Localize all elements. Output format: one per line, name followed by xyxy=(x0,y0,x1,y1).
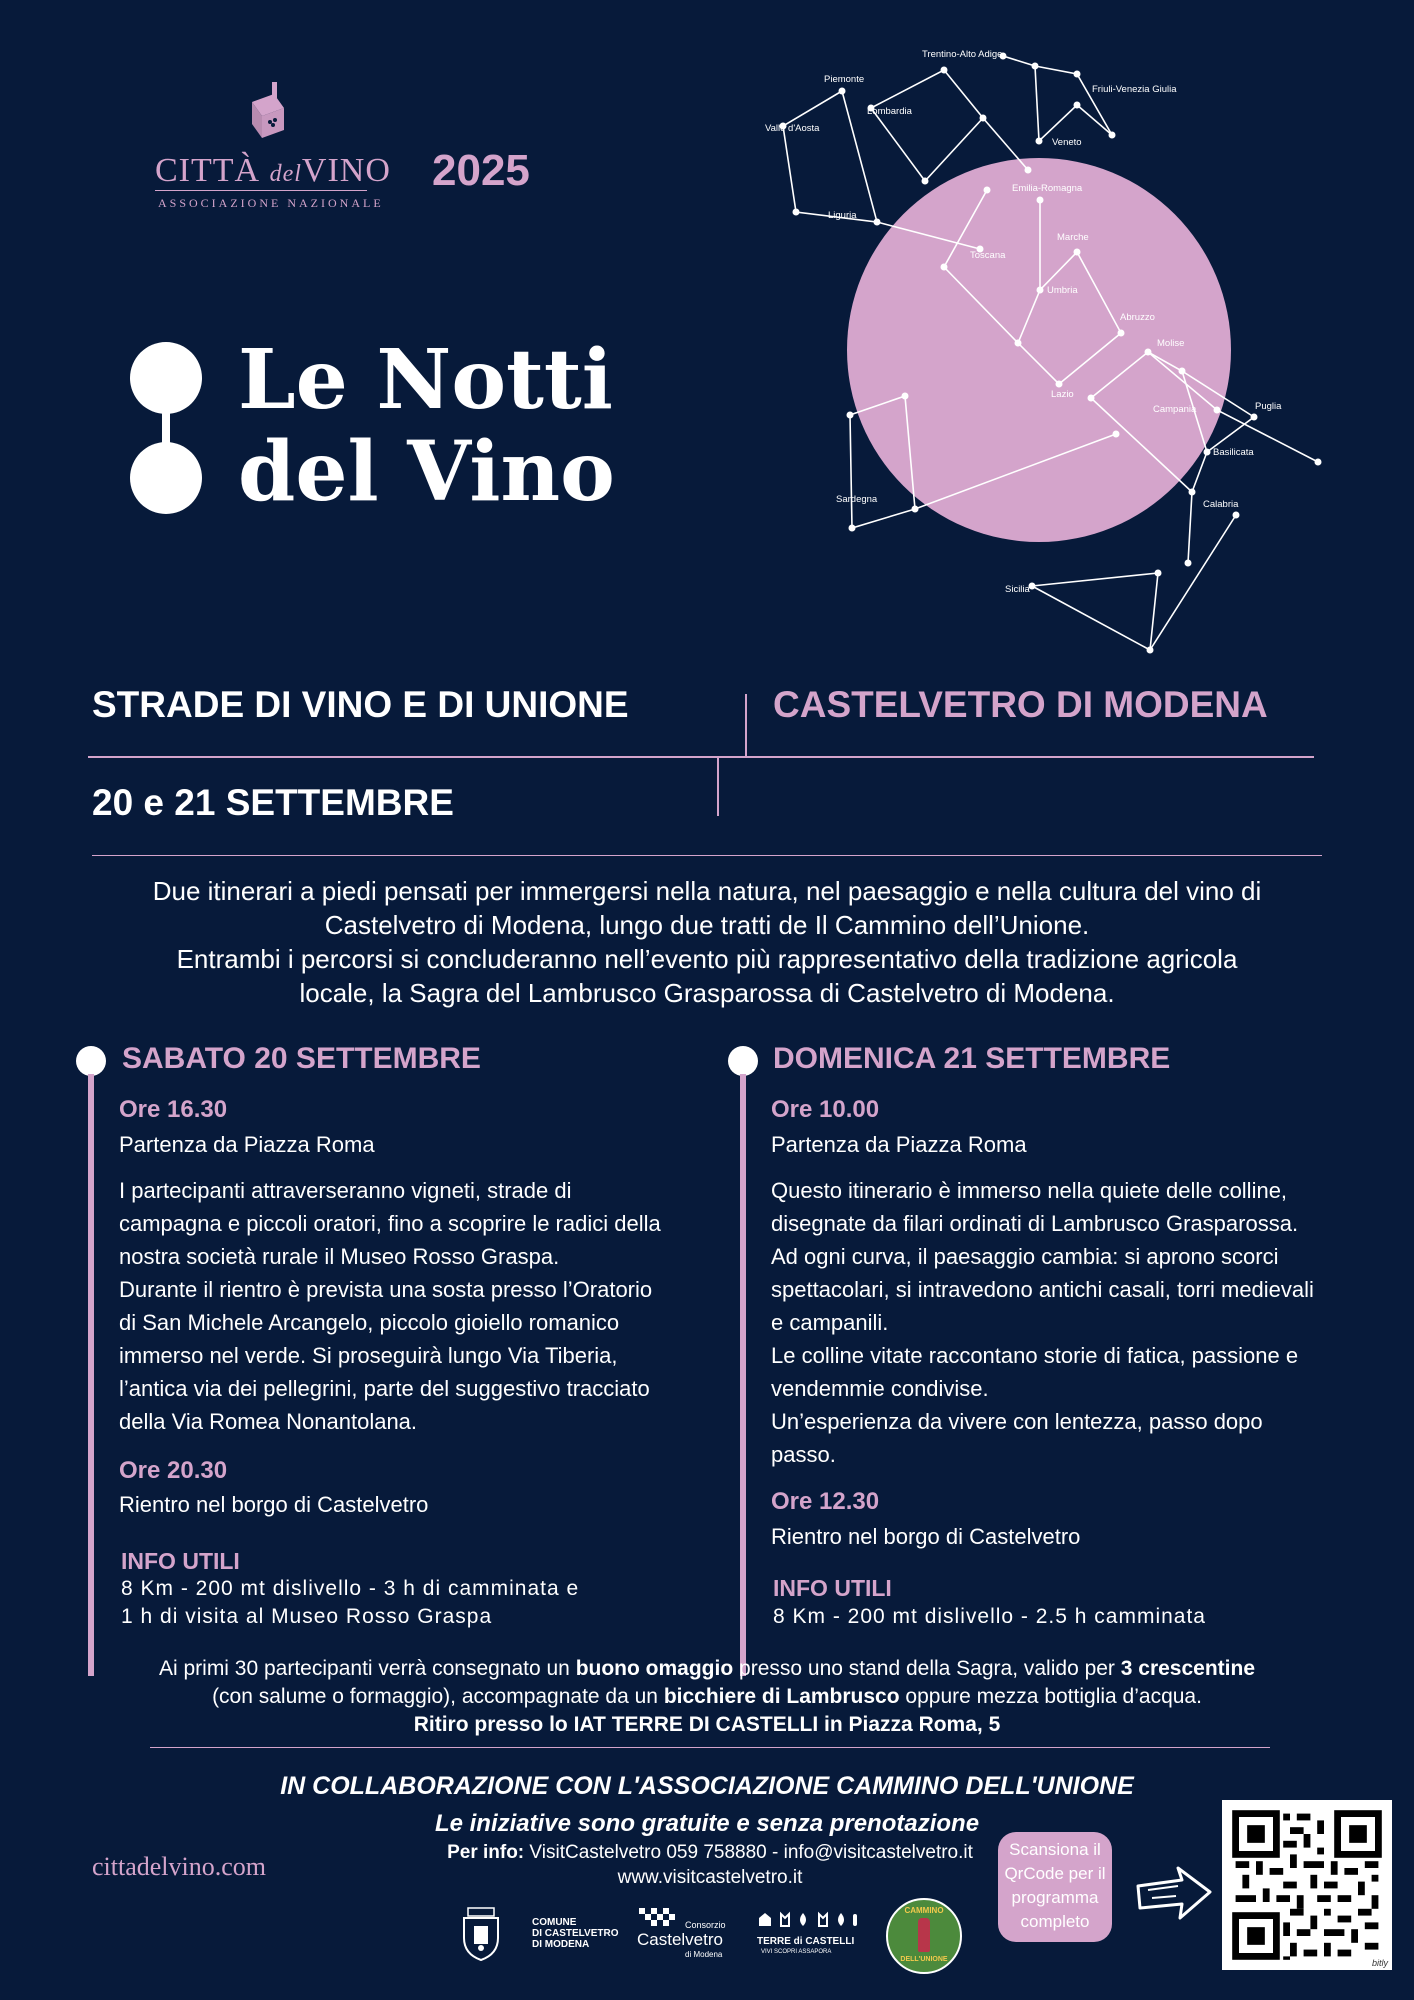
saturday-line: campagna e piccoli oratori, fino a scoprire le radici della xyxy=(119,1211,661,1236)
sunday-info-text: 8 Km - 200 mt dislivello - 2.5 h camminata xyxy=(773,1605,1206,1628)
title-dots-icon xyxy=(130,342,204,514)
map-label-abruzzo: Abruzzo xyxy=(1120,312,1155,323)
terre-name: TERRE di CASTELLI xyxy=(757,1936,855,1947)
map-label-marche: Marche xyxy=(1057,232,1089,243)
website-link[interactable]: www.visitcastelvetro.it xyxy=(617,1867,803,1888)
terre-di-castelli-logo xyxy=(755,1910,865,1960)
logo-title: CITTÀ delVINO xyxy=(155,152,391,189)
intro-line-3: Entrambi i percorsi si concluderanno nell’evento più rappresentativo della tradizione agricola xyxy=(176,944,1238,974)
saturday-description xyxy=(119,1174,719,1438)
year: 2025 xyxy=(432,146,530,195)
map-label-calabria: Calabria xyxy=(1203,499,1239,510)
saturday-line: della Via Romea Nonantolana. xyxy=(119,1409,418,1434)
sunday-line: Un’esperienza da vivere con lentezza, passo dopo xyxy=(771,1409,1263,1434)
citta-del-vino-logo xyxy=(150,80,391,215)
intro-text xyxy=(60,874,1354,1010)
consorzio-name: Castelvetro xyxy=(637,1930,723,1949)
offer-line-1: Ai primi 30 partecipanti verrà consegnato un buono omaggio presso uno stand della Sagra, valido per 3 crescentine xyxy=(158,1657,1256,1680)
sunday-line: e campanili. xyxy=(771,1310,889,1335)
bitly-label: bitly xyxy=(1371,1958,1388,1968)
sunday-end-time: Ore 12.30 xyxy=(771,1488,880,1515)
intro-line-2: Castelvetro di Modena, lungo due tratti de Il Cammino dell’Unione. xyxy=(324,910,1090,940)
event-dates: 20 e 21 SETTEMBRE xyxy=(92,782,454,823)
terre-icons xyxy=(757,1910,861,1928)
sunday-line: disegnate da filari ordinati di Lambrusco Grasparossa. xyxy=(771,1211,1299,1236)
consorzio-top-text: Consorzio xyxy=(685,1920,726,1930)
map-label-campania: Campania xyxy=(1153,404,1197,415)
map-label-umbria: Umbria xyxy=(1047,285,1078,296)
map-label-valle-aosta: Valle d'Aosta xyxy=(765,123,820,134)
title-line-1: Le Notti xyxy=(238,332,613,428)
sunday-line: Questo itinerario è immerso nella quiete delle colline, xyxy=(771,1178,1288,1203)
offer-line-3: Ritiro presso lo IAT TERRE DI CASTELLI in Piazza Roma, 5 xyxy=(413,1713,1001,1736)
consorzio-sub-text: di Modena xyxy=(685,1950,723,1959)
saturday-info-line: 1 h di visita al Museo Rosso Graspa xyxy=(121,1605,493,1628)
saturday-timeline xyxy=(76,1046,108,1630)
map-label-basilicata: Basilicata xyxy=(1213,447,1254,458)
wine-bottle-icon xyxy=(918,1918,930,1952)
map-label-trentino: Trentino-Alto Adige xyxy=(922,49,1003,60)
map-label-sicilia: Sicilia xyxy=(1005,584,1030,595)
sunday-line: spettacolari, si intravedono antichi casali, torri medievali xyxy=(771,1277,1314,1302)
saturday-start-place: Partenza da Piazza Roma xyxy=(119,1132,375,1157)
contact-info xyxy=(340,1840,1080,1890)
cammino-top-text: CAMMINO xyxy=(904,1906,944,1915)
offer-text xyxy=(40,1655,1374,1739)
map-label-toscana: Toscana xyxy=(970,250,1006,261)
map-label-lombardia: Lombardia xyxy=(867,106,912,117)
qr-instruction-badge xyxy=(998,1832,1112,1942)
qr-badge-line: completo xyxy=(1020,1912,1090,1931)
title-line-2: del Vino xyxy=(238,424,615,520)
italy-constellation-map xyxy=(740,40,1340,670)
comune-crest-icon xyxy=(456,1904,506,1962)
saturday-title: SABATO 20 SETTEMBRE xyxy=(122,1042,481,1075)
saturday-line: nostra società rurale il Museo Rosso Graspa. xyxy=(119,1244,560,1269)
sunday-title: DOMENICA 21 SETTEMBRE xyxy=(773,1042,1171,1075)
free-events-text: Le iniziative sono gratuite e senza prenotazione xyxy=(434,1810,980,1837)
wine-box-icon xyxy=(240,80,290,144)
contact-line: Per info: VisitCastelvetro 059 758880 - info@visitcastelvetro.it xyxy=(447,1842,973,1863)
saturday-line: I partecipanti attraverseranno vigneti, strade di xyxy=(119,1178,572,1203)
sunday-start-place: Partenza da Piazza Roma xyxy=(771,1132,1027,1157)
intro-line-4: locale, la Sagra del Lambrusco Grasparossa di Castelvetro di Modena. xyxy=(299,978,1115,1008)
map-label-liguria: Liguria xyxy=(828,210,857,221)
sunday-timeline xyxy=(728,1046,760,1630)
map-label-piemonte: Piemonte xyxy=(824,74,865,85)
map-label-molise: Molise xyxy=(1157,338,1185,349)
terre-sub: VIVI SCOPRI ASSAPORA xyxy=(761,1949,832,1955)
collaboration-text: IN COLLABORAZIONE CON L'ASSOCIAZIONE CAMMINO DELL'UNIONE xyxy=(280,1772,1134,1800)
event-name: STRADE DI VINO E DI UNIONE xyxy=(92,684,629,725)
sunday-line: Ad ogni curva, il paesaggio cambia: si aprono scorci xyxy=(771,1244,1279,1269)
sunday-line: passo. xyxy=(771,1442,836,1467)
qr-badge-line: Scansiona il xyxy=(1009,1840,1101,1859)
sunday-description xyxy=(771,1174,1371,1471)
map-circle xyxy=(847,158,1231,542)
map-label-puglia: Puglia xyxy=(1255,401,1282,412)
sunday-info-title: INFO UTILI xyxy=(773,1575,892,1601)
consorzio-logo xyxy=(637,1908,727,1960)
map-label-sardegna: Sardegna xyxy=(836,494,878,505)
map-label-veneto: Veneto xyxy=(1052,137,1082,148)
saturday-start-time: Ore 16.30 xyxy=(119,1096,228,1123)
saturday-info-title: INFO UTILI xyxy=(121,1548,240,1574)
qr-badge-line: programma xyxy=(1011,1888,1099,1907)
sunday-start-time: Ore 10.00 xyxy=(771,1096,880,1123)
offer-line-2: (con salume o formaggio), accompagnate da un bicchiere di Lambrusco oppure mezza bottiglia d’acqua. xyxy=(212,1685,1202,1708)
cammino-bottom-text: DELL'UNIONE xyxy=(900,1956,948,1963)
arrow-right-icon xyxy=(1134,1862,1214,1922)
citta-del-vino-site-link[interactable]: cittadelvino.com xyxy=(92,1852,267,1881)
comune-logo-text: COMUNE DI CASTELVETRO DI MODENA xyxy=(532,1917,619,1950)
saturday-line: Durante il rientro è prevista una sosta presso l’Oratorio xyxy=(119,1277,653,1302)
map-label-friuli: Friuli-Venezia Giulia xyxy=(1092,84,1177,95)
logo-subtitle: ASSOCIAZIONE NAZIONALE xyxy=(158,196,384,210)
saturday-info-text xyxy=(121,1575,721,1631)
map-label-lazio: Lazio xyxy=(1051,389,1074,400)
qr-code[interactable] xyxy=(1222,1800,1392,1970)
cammino-unione-logo xyxy=(886,1898,962,1974)
map-label-emilia: Emilia-Romagna xyxy=(1012,183,1083,194)
sunday-return: Rientro nel borgo di Castelvetro xyxy=(771,1524,1081,1549)
checker-icon xyxy=(639,1908,689,1928)
intro-line-1: Due itinerari a piedi pensati per immergersi nella natura, nel paesaggio e nella cultura del vino di xyxy=(152,876,1262,906)
qr-code-icon xyxy=(1222,1800,1392,1970)
event-title xyxy=(238,334,615,518)
sunday-line: vendemmie condivise. xyxy=(771,1376,989,1401)
saturday-line: l’antica via dei pellegrini, parte del suggestivo tracciato xyxy=(119,1376,650,1401)
qr-badge-line: QrCode per il xyxy=(1004,1864,1106,1883)
saturday-line: di San Michele Arcangelo, piccolo gioiello romanico xyxy=(119,1310,620,1335)
sunday-line: Le colline vitate raccontano storie di fatica, passione e xyxy=(771,1343,1299,1368)
saturday-end-time: Ore 20.30 xyxy=(119,1457,228,1484)
saturday-info-line: 8 Km - 200 mt dislivello - 3 h di camminata e xyxy=(121,1577,580,1600)
saturday-return: Rientro nel borgo di Castelvetro xyxy=(119,1492,429,1517)
event-location: CASTELVETRO DI MODENA xyxy=(773,684,1268,725)
saturday-line: immerso nel verde. Si proseguirà lungo Via Tiberia, xyxy=(119,1343,618,1368)
